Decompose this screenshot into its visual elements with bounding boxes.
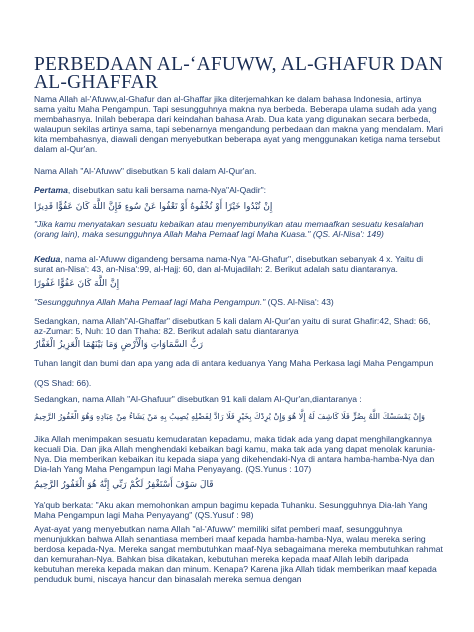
pertama-label: Pertama: [34, 185, 68, 195]
translation-2-text: "Sesungguhnya Allah Maha Pemaaf lagi Maha Pengampun.": [34, 297, 266, 307]
kedua-paragraph: [34, 254, 444, 274]
translation-3: Tuhan langit dan bumi dan apa yang ada di antara keduanya Yang Maha Perkasa lagi Maha Pengampun: [34, 358, 434, 368]
pertama-paragraph: [34, 185, 444, 195]
translation-3-ref: (QS Shad: 66).: [34, 378, 92, 388]
translation-5: Ya'qub berkata: "Aku akan memohonkan ampun bagimu kepada Tuhanku. Sesungguhnya Dia-lah Yang Maha Pengampun lagi Maha Penyayang" (QS.Yusuf : 98): [34, 500, 428, 520]
arabic-verse-4: وَإِنْ يَمْسَسْكَ اللَّهُ بِضُرٍّ فَلَا كَاشِفَ لَهُ إِلَّا هُوَ وَإِنْ يُرِدْكَ بِخَيْرٍ فَلَا رَادَّ لِفَضْلِهِ يُصِيبُ بِهِ مَنْ يَشَاءُ مِنْ عِبَادِهِ وَهُوَ الْغَفُورُ الرَّحِيمُ: [34, 412, 425, 421]
translation-2-ref: (QS. Al-Nisa': 43): [265, 297, 334, 307]
ghafur-paragraph: Sedangkan, nama Allah "Al-Ghafuur" disebutkan 91 kali dalam Al-Qur'an,diantaranya :: [34, 394, 362, 404]
arabic-verse-2: إِنَّ اللَّهَ كَانَ عَفُوًّا غَفُورًا: [34, 279, 120, 289]
arabic-verse-5: قَالَ سَوْفَ أَسْتَغْفِرُ لَكُمْ رَبِّي إِنَّهُ هُوَ الْغَفُورُ الرَّحِيمُ: [34, 480, 214, 490]
translation-4: Jika Allah menimpakan sesuatu kemudaratan kepadamu, maka tidak ada yang dapat menghilangkannya kecuali Dia. Dan jika Allah menghendaki kebaikan bagi kamu, maka tak ada yang dapat menolak karunia-Nya. Dia memberikan kebaikan itu kepada siapa yang dikehendaki-Nya di antara hamba-hamba-Nya dan Dia-lah Yang Maha Pengampun lagi Maha Penyayang. (QS.Yunus : 107): [34, 434, 436, 474]
translation-2: [34, 297, 444, 307]
kedua-text: , nama al-'Afuww digandeng bersama nama-Nya "Al-Ghafur", disebutkan sebanyak 4 x. Yaitu di surat an-Nisa': 43, an-Nisa':99, al-Hajj: 60, dan al-Mujadilah: 2. Berikut adalah satu diantaranya.: [34, 254, 424, 274]
ghaffar-paragraph: Sedangkan, nama Allah"Al-Ghaffar" disebutkan 5 kali dalam Al-Qur'an yaitu di surat Ghafir:42, Shad: 66, az-Zumar: 5, Nuh: 10 dan Thaha: 82. Berikut adalah satu diantaranya: [34, 316, 431, 336]
intro-paragraph: Nama Allah al-'Afuww,al-Ghafur dan al-Ghaffar jika diterjemahkan ke dalam bahasa Indonesia, artinya sama yaitu Maha Pengampun. Tapi sesungguhnya makna nya berbeda. Beberapa ulama sudah ada yang membahasnya. Inilah beberapa dari keindahan bahasa Arab. Dua kata yang digunakan secara berbeda, walaupun sekilas artinya sama, tapi sebenarnya mengandung perbedaan dan makna yang mendalam. Mari kita membahasnya, diawali dengan menyebutkan beberapa ayat yang menggunakan ketiga nama tersebut dalam al-Qur'an.: [34, 94, 443, 154]
arabic-verse-1: إِنْ تُبْدُوا خَيْرًا أَوْ تُخْفُوهُ أَوْ تَعْفُوا عَنْ سُوءٍ فَإِنَّ اللَّهَ كَانَ عَفُوًّا قَدِيرًا: [34, 202, 273, 212]
afuww-count-paragraph: Nama Allah "Al-'Afuww" disebutkan 5 kali dalam Al-Qur'an.: [34, 166, 257, 176]
closing-paragraph: Ayat-ayat yang menyebutkan nama Allah "al-'Afuww" memiliki sifat pemberi maaf, sesungguhnya menunjukkan bahwa Allah senantiasa memberi maaf kepada hamba-hamba-Nya, walau mereka sering berdosa kepada-Nya. Mereka sangat membutuhkan maaf-Nya sebagaimana mereka membutuhkan rahmat dan kemurahan-Nya. Bahkan bisa dikatakan, kebutuhan mereka kepada maaf Allah lebih daripada kebutuhan mereka kepada makan dan minum. Kenapa? Karena jika Allah tidak memberikan maaf kepada penduduk bumi, niscaya hancur dan binasalah mereka semua dengan: [34, 524, 443, 584]
page-title: PERBEDAAN AL-‘AFUWW, AL-GHAFUR DAN AL-GHAFFAR: [34, 54, 444, 93]
translation-1: "Jika kamu menyatakan sesuatu kebaikan atau menyembunyikan atau memaafkan sesuatu kesalahan (orang lain), maka sesungguhnya Allah Maha Pemaaf lagi Maha Kuasa." (QS. Al-Nisa': 149): [34, 219, 424, 239]
kedua-label: Kedua: [34, 254, 61, 264]
pertama-text: , disebutkan satu kali bersama nama-Nya"Al-Qadir":: [67, 185, 267, 195]
arabic-verse-3: رَبُّ السَّمَاوَاتِ وَالْأَرْضِ وَمَا بَيْنَهُمَا الْعَزِيزُ الْغَفَّارُ: [34, 340, 203, 350]
